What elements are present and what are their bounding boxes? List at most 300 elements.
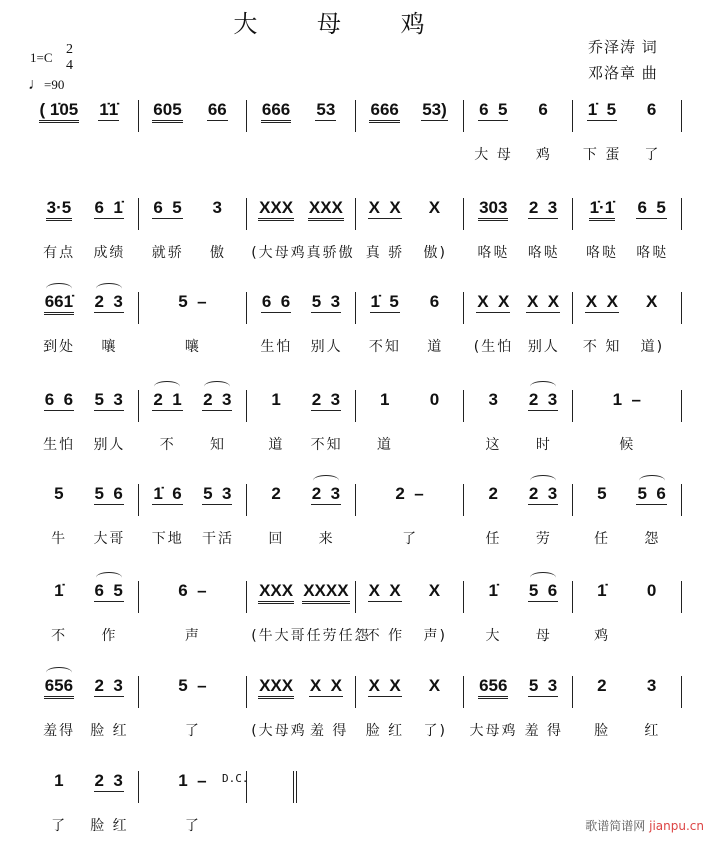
score-row — [30, 390, 682, 470]
notes: 3 — [488, 390, 498, 409]
key-signature: 1=C — [30, 50, 53, 65]
notes: 5 3 — [311, 292, 341, 311]
measure-lyrics — [30, 242, 139, 262]
notes: X X — [368, 581, 401, 600]
beat — [627, 292, 677, 324]
beat — [360, 676, 410, 708]
measure — [30, 100, 139, 132]
measure-lyrics — [247, 528, 356, 548]
notes: XXXX — [302, 581, 349, 604]
beat — [410, 198, 460, 230]
notes: 3 — [212, 198, 223, 217]
beat — [301, 198, 351, 230]
notes: 6 — [538, 100, 548, 119]
measure-lyrics — [139, 434, 248, 454]
measure — [573, 292, 682, 324]
notes: 1 – — [612, 390, 641, 409]
measure — [356, 484, 465, 516]
measure-lyrics — [30, 528, 139, 548]
notes: 1 — [54, 771, 64, 790]
lyric: 不知 — [368, 339, 401, 355]
lyric: 嚷 — [101, 339, 118, 355]
measure-lyrics — [139, 528, 248, 548]
measure-lyrics — [356, 720, 465, 740]
lyric: 任 — [594, 531, 611, 547]
beat — [518, 292, 568, 324]
measure — [464, 676, 573, 708]
measure-line — [30, 100, 682, 134]
lyric: 鸡 — [535, 147, 552, 163]
beat — [34, 292, 84, 324]
beat — [84, 581, 134, 613]
lyric: 道 — [268, 437, 285, 453]
measure-lyrics — [573, 336, 682, 356]
notes: 6 5 — [637, 198, 666, 217]
lyric: 咯哒 — [586, 245, 619, 261]
notes: 2 3 — [528, 484, 558, 503]
lyric: 了 — [184, 723, 201, 739]
measure — [139, 484, 248, 516]
lyric: 傲) — [423, 245, 447, 261]
lyric: 鸡 — [594, 628, 611, 644]
notes: XXX — [258, 198, 294, 221]
notes: X — [428, 198, 441, 217]
measure — [139, 292, 248, 324]
measure-lyrics — [356, 434, 465, 454]
beat — [627, 100, 677, 132]
lyric-line — [30, 720, 682, 740]
measure — [356, 198, 465, 230]
slur-mark — [96, 572, 122, 583]
measure-lyrics — [247, 625, 371, 645]
measure — [573, 484, 682, 516]
lyric: 傲 — [210, 245, 227, 261]
measure — [30, 198, 139, 230]
notes: 2 3 — [311, 390, 341, 409]
beat — [410, 292, 460, 324]
beat — [577, 390, 677, 422]
beat — [34, 198, 84, 230]
notes: X X — [368, 198, 401, 217]
measure — [464, 581, 573, 613]
measure — [356, 676, 465, 708]
watermark — [585, 817, 704, 834]
measure — [356, 390, 465, 422]
measure — [139, 390, 248, 422]
lyric: 了 — [51, 818, 68, 834]
notes: 5 6 — [637, 484, 666, 503]
notes: 1̇ — [597, 581, 607, 600]
lyric: 道) — [640, 339, 665, 355]
notes: 656 — [44, 676, 74, 699]
measure-line — [30, 581, 682, 615]
beat — [360, 390, 410, 422]
measure — [356, 100, 465, 132]
watermark-site: jianpu.cn — [649, 819, 704, 833]
notes: X X — [585, 292, 618, 311]
notes: X X — [527, 292, 560, 311]
beat — [627, 484, 677, 516]
lyric: 来 — [318, 531, 335, 547]
measure-lyrics — [139, 720, 248, 740]
lyric-line — [30, 625, 682, 645]
lyric: 下 蛋 — [582, 147, 622, 163]
beat — [84, 292, 134, 324]
notes: 6 5 — [94, 581, 123, 600]
beat — [360, 100, 410, 132]
lyric — [627, 625, 677, 645]
tempo-value: =90 — [44, 77, 65, 92]
notes: 66 — [207, 100, 227, 119]
notes: 605 — [152, 100, 182, 123]
notes: 2 – — [395, 484, 424, 503]
notes: 2 3 — [203, 390, 232, 409]
measure — [139, 581, 248, 613]
lyric: 羞 得 — [524, 723, 564, 739]
measure-lyrics — [139, 144, 248, 164]
notes: 5 — [597, 484, 607, 503]
lyric — [143, 144, 193, 164]
notes: 303 — [478, 198, 508, 221]
notes: X — [428, 676, 441, 695]
notes: 2 3 — [528, 198, 558, 217]
measure-lyrics — [247, 242, 356, 262]
measure-lyrics — [139, 242, 248, 262]
beat — [192, 198, 242, 230]
lyric: 不 作 — [365, 628, 405, 644]
lyric: 道 — [427, 339, 444, 355]
beat — [143, 198, 193, 230]
lyric: 不 知 — [582, 339, 622, 355]
lyric: (牛大哥 — [251, 628, 307, 644]
beat — [518, 100, 568, 132]
slur-mark — [96, 283, 122, 294]
time-signature-bottom: 4 — [66, 58, 73, 73]
beat — [84, 484, 134, 516]
measure-lyrics — [30, 815, 139, 835]
score-row — [30, 581, 682, 661]
notes: 3 — [646, 676, 657, 695]
measure-lyrics — [464, 625, 573, 645]
measure-lyrics — [573, 434, 682, 454]
lyric: 红 — [644, 723, 661, 739]
quarter-note-icon: ♩ — [28, 76, 44, 93]
lyric: 道 — [376, 437, 393, 453]
measure-lyrics — [247, 434, 356, 454]
beat — [627, 676, 677, 708]
notes: X X — [368, 676, 401, 695]
beat — [518, 676, 568, 708]
slur-mark — [313, 475, 339, 486]
dc-mark: D.C. — [222, 772, 249, 785]
notes: 1̇·1̇ — [589, 198, 616, 221]
score-row — [30, 676, 682, 756]
measure — [464, 292, 573, 324]
lyric: 就骄 — [151, 245, 184, 261]
measure — [464, 390, 573, 422]
beat — [577, 100, 627, 132]
measure — [356, 292, 465, 324]
lyric-line — [30, 144, 682, 164]
beat — [251, 581, 301, 613]
beat — [251, 198, 301, 230]
lyric: (大母鸡 — [251, 245, 307, 261]
notes: 6 1̇ — [94, 198, 123, 217]
notes: 6 — [429, 292, 440, 311]
measure-lyrics — [464, 434, 573, 454]
slur-mark — [530, 475, 556, 486]
lyric: 时 — [535, 437, 552, 453]
measure — [573, 390, 682, 422]
slur-mark — [154, 381, 180, 392]
notes: 6 5 — [479, 100, 508, 119]
score-row — [30, 771, 682, 851]
lyric — [251, 144, 301, 164]
lyric — [193, 144, 243, 164]
lyric-line — [30, 434, 682, 454]
beat — [192, 390, 242, 422]
notes: XXX — [258, 581, 294, 604]
beat — [360, 198, 410, 230]
beat — [84, 390, 134, 422]
lyric: 任 — [485, 531, 502, 547]
measure — [464, 484, 573, 516]
measure — [30, 292, 139, 324]
beat — [468, 100, 518, 132]
measure — [356, 581, 465, 613]
notes: 0 — [429, 390, 440, 409]
lyric-line — [30, 336, 682, 356]
beat — [251, 676, 301, 708]
notes: 2 — [271, 484, 281, 503]
lyric: 真骄傲 — [306, 245, 355, 261]
measure-lyrics — [247, 336, 356, 356]
beat — [518, 390, 568, 422]
measure-line — [30, 484, 682, 518]
measure-lyrics — [573, 144, 682, 164]
measure-lyrics — [464, 528, 573, 548]
lyric-line — [30, 242, 682, 262]
notes: 1̇ 5 — [370, 292, 399, 311]
measure-lyrics — [356, 625, 465, 645]
lyric: 咯哒 — [477, 245, 510, 261]
measure — [464, 100, 573, 132]
lyric: 别人 — [527, 339, 560, 355]
score-row — [30, 484, 682, 564]
notes: 6 6 — [44, 390, 74, 409]
notes: 661̇ — [44, 292, 74, 315]
tempo-marking — [28, 76, 64, 94]
notes: 666 — [369, 100, 399, 123]
beat — [577, 292, 627, 324]
lyric — [84, 144, 134, 164]
beat — [34, 100, 84, 132]
measure-lyrics — [356, 528, 465, 548]
measure-lyrics — [356, 242, 465, 262]
lyric: 真 骄 — [365, 245, 405, 261]
beat — [143, 100, 193, 132]
beat — [468, 484, 518, 516]
notes: 5 – — [178, 292, 207, 311]
score-row — [30, 198, 682, 278]
lyric: 咯哒 — [636, 245, 669, 261]
song-title: 大 母 鸡 — [233, 10, 451, 38]
lyric: 牛 — [51, 531, 68, 547]
lyric: 这 — [485, 437, 502, 453]
notes: 656 — [478, 676, 508, 699]
lyric: 大哥 — [93, 531, 126, 547]
notes: X — [645, 292, 658, 311]
lyric: 到处 — [43, 339, 76, 355]
slur-mark — [530, 572, 556, 583]
measure-lyrics — [573, 242, 682, 262]
lyric: 有点 — [43, 245, 76, 261]
measure-lyrics — [30, 720, 139, 740]
slur-mark — [204, 381, 230, 392]
measure-line — [30, 198, 682, 232]
beat — [301, 581, 351, 613]
notes: 6 6 — [261, 292, 291, 311]
slur-mark — [46, 283, 72, 294]
beat — [143, 292, 243, 324]
slur-mark — [530, 381, 556, 392]
lyric: 嚷 — [184, 339, 201, 355]
lyric: 别人 — [93, 437, 126, 453]
beat — [410, 390, 460, 422]
beat — [143, 484, 193, 516]
measure-lyrics — [356, 144, 465, 164]
measure-lyrics — [139, 625, 248, 645]
measure — [573, 198, 682, 230]
notes: 1̇ 6 — [153, 484, 182, 503]
measure-lyrics — [573, 625, 682, 645]
slur-mark — [46, 667, 72, 678]
measure-lyrics — [30, 144, 139, 164]
notes: 6 — [646, 100, 657, 119]
composer-credit: 邓洛章 曲 — [588, 64, 658, 82]
beat — [84, 198, 134, 230]
beat — [627, 581, 677, 613]
notes: 0 — [646, 581, 657, 600]
measure-lyrics — [464, 144, 573, 164]
beat — [143, 676, 243, 708]
lyric: 生怕 — [260, 339, 293, 355]
notes: 5 3 — [203, 484, 232, 503]
beat — [577, 581, 627, 613]
measure — [30, 484, 139, 516]
notes: 5 – — [178, 676, 207, 695]
watermark-text: 歌谱简谱网 — [585, 819, 646, 833]
notes: X — [428, 581, 441, 600]
measure — [247, 100, 356, 132]
beat — [251, 100, 301, 132]
notes: 1 — [271, 390, 281, 409]
lyric: 大 — [485, 628, 502, 644]
notes: 53 — [316, 100, 336, 119]
measure — [247, 292, 356, 324]
notes: 6 5 — [153, 198, 182, 217]
notes: X X — [477, 292, 510, 311]
measure — [30, 390, 139, 422]
measure-lyrics — [464, 242, 573, 262]
notes: 2 3 — [311, 484, 341, 503]
lyric: 下地 — [151, 531, 184, 547]
lyric: 生怕 — [43, 437, 76, 453]
notes: 1̇1̇ — [99, 100, 119, 119]
beat — [468, 676, 518, 708]
beat — [143, 581, 243, 613]
lyric — [301, 144, 351, 164]
beat — [518, 484, 568, 516]
lyric: 羞 得 — [309, 723, 349, 739]
lyric: 声 — [184, 628, 201, 644]
lyric: 别人 — [310, 339, 343, 355]
measure — [30, 676, 139, 708]
measure — [247, 581, 356, 613]
measure — [247, 676, 356, 708]
measure-lyrics — [247, 144, 356, 164]
time-signature — [66, 42, 73, 74]
time-signature-top: 2 — [66, 42, 73, 57]
lyric: 了 — [402, 531, 419, 547]
lyric: 大 母 — [474, 147, 513, 163]
measure-lyrics — [464, 720, 573, 740]
beat — [360, 292, 410, 324]
lyric-line — [30, 815, 682, 835]
lyric: 咯哒 — [527, 245, 560, 261]
beat — [468, 390, 518, 422]
lyric: 羞得 — [43, 723, 76, 739]
beat — [192, 484, 242, 516]
beat — [577, 676, 627, 708]
measure-line — [30, 390, 682, 424]
beat — [518, 198, 568, 230]
notes: 5 — [54, 484, 64, 503]
notes: 3·5 — [46, 198, 73, 221]
beat — [410, 100, 460, 132]
measure — [139, 198, 248, 230]
beat — [360, 581, 410, 613]
notes: 5 3 — [528, 676, 558, 695]
notes: 5 3 — [94, 390, 123, 409]
lyric: 干活 — [202, 531, 235, 547]
notes: 6 – — [178, 581, 207, 600]
notes: X X — [309, 676, 342, 695]
measure — [464, 198, 573, 230]
beat — [577, 484, 627, 516]
measure — [573, 100, 682, 132]
lyric: (生怕 — [473, 339, 514, 355]
lyric: 脸 — [594, 723, 611, 739]
measure-lyrics — [573, 720, 682, 740]
lyric: 脸 红 — [365, 723, 405, 739]
measure-lyrics — [30, 336, 139, 356]
notes: 666 — [261, 100, 291, 123]
lyric — [34, 144, 84, 164]
beat — [192, 100, 242, 132]
slur-mark — [639, 475, 665, 486]
notes: 2 — [597, 676, 607, 695]
measure-lyrics — [30, 434, 139, 454]
beat — [468, 198, 518, 230]
notes: 1 – — [178, 771, 207, 790]
beat — [34, 390, 84, 422]
measure — [139, 100, 248, 132]
lyric: 劳 — [535, 531, 552, 547]
beat — [410, 676, 460, 708]
beat — [468, 292, 518, 324]
lyric: 大母鸡 — [469, 723, 518, 739]
